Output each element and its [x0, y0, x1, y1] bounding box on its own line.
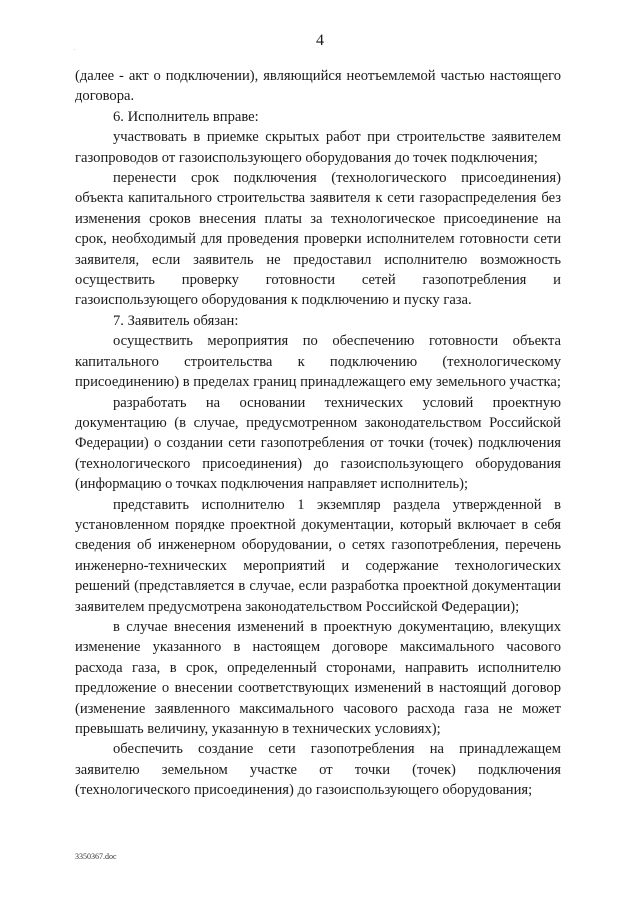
page-number: 4	[316, 32, 324, 49]
corner-mark: .	[74, 46, 76, 52]
paragraph: обеспечить создание сети газопотребления на принадлежащем заявителю земельном участке от точки (точек) подключения (технологического присоединения) до газоиспользующего оборудования;	[75, 741, 561, 799]
paragraph: осуществить мероприятия по обеспечению готовности объекта капитального строительства к подключению (технологическому присоединению) в пределах границ принадлежащего ему земельного участка;	[75, 333, 561, 391]
paragraph: участвовать в приемке скрытых работ при строительстве заявителем газопроводов от газоиспользующего оборудования до точек подключения;	[75, 129, 561, 166]
paragraph: в случае внесения изменений в проектную документацию, влекущих изменение указанного в настоящем договоре максимального часового расхода газа, в срок, определенный сторонами, направить исполнителю предложение о внесении соответствующих изменений в настоящий договор (изменение заявленного максимального часового расхода газа не может превышать величину, указанную в технических условиях);	[75, 618, 561, 737]
paragraph-continuation: (далее - акт о подключении), являющийся неотъемлемой частью настоящего договора.	[75, 68, 561, 105]
paragraph: представить исполнителю 1 экземпляр раздела утвержденной в установленном порядке проектной документации, который включает в себя сведения об инженерном оборудовании, о сетях газопотребления, перечень инженерно-технических мероприятий и содержание технологических решений (представляется в случае, если разработка проектной документации заявителем предусмотрена законодательством Российской Федерации);	[75, 496, 561, 615]
paragraph: перенести срок подключения (технологического присоединения) объекта капитального строительства заявителя к сети газораспределения без изменения сроков внесения платы за технологическое присоединение на срок, необходимый для проведения проверки исполнителем готовности сети заявителя, если заявитель не предоставил исполнителю возможность осуществить проверку готовности сетей газопотребления и газоиспользующего оборудования к подключению и пуску газа.	[75, 170, 561, 309]
document-body	[75, 66, 561, 801]
footer-filename: 3350367.doc	[75, 852, 117, 861]
paragraph: разработать на основании технических условий проектную документацию (в случае, предусмотренном законодательством Российской Федерации) о создании сети газопотребления от точки (точек) подключения (технологического присоединения) до газоиспользующего оборудования (информацию о точках подключения направляет исполнитель);	[75, 394, 561, 493]
clause-7-heading: 7. Заявитель обязан:	[113, 312, 239, 329]
clause-6-heading: 6. Исполнитель вправе:	[113, 108, 259, 125]
